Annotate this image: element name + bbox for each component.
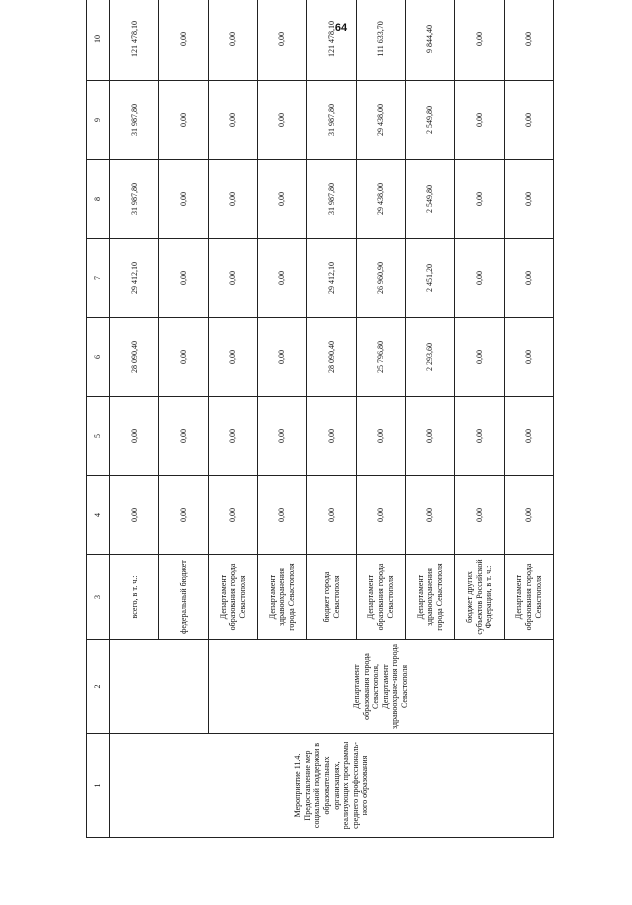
value-cell: 0,00	[110, 476, 159, 555]
funding-source-cell: Департамент здравоохранения города Севастополя	[406, 555, 455, 640]
value-cell: 111 633,70	[356, 0, 405, 81]
value-cell: 29 438,00	[356, 160, 405, 239]
funding-source-cell: Департамент образования города Севастополя	[208, 555, 257, 640]
page-number: 64	[334, 22, 348, 34]
value-cell: 31 987,80	[307, 81, 356, 160]
value-cell: 121 478,10	[307, 0, 356, 81]
value-cell: 0,00	[258, 397, 307, 476]
table-row	[208, 0, 257, 838]
value-cell: 0,00	[208, 0, 257, 81]
column-number: 3	[87, 555, 110, 640]
value-cell: 29 412,10	[110, 239, 159, 318]
value-cell: 0,00	[406, 476, 455, 555]
funding-source-cell: всего, в т. ч.:	[110, 555, 159, 640]
value-cell: 0,00	[504, 160, 553, 239]
value-cell: 0,00	[258, 0, 307, 81]
value-cell: 0,00	[504, 239, 553, 318]
value-cell: 29 412,10	[307, 239, 356, 318]
value-cell: 0,00	[504, 318, 553, 397]
value-cell: 0,00	[406, 397, 455, 476]
funding-source-cell: бюджет других субъектов Российской Федерации, в т. ч.:	[455, 555, 504, 640]
column-number: 5	[87, 397, 110, 476]
value-cell: 0,00	[208, 160, 257, 239]
funding-source-cell: Департамент здравоохранения города Севастополя	[258, 555, 307, 640]
column-number: 6	[87, 318, 110, 397]
value-cell: 0,00	[258, 81, 307, 160]
column-number: 2	[87, 640, 110, 734]
column-number: 8	[87, 160, 110, 239]
value-cell: 0,00	[208, 397, 257, 476]
column-number: 10	[87, 0, 110, 81]
value-cell: 2 549,80	[406, 160, 455, 239]
column-number: 4	[87, 476, 110, 555]
value-cell: 31 987,80	[110, 160, 159, 239]
value-cell: 0,00	[504, 397, 553, 476]
value-cell: 0,00	[455, 81, 504, 160]
value-cell: 0,00	[356, 476, 405, 555]
value-cell: 121 478,10	[110, 0, 159, 81]
value-cell: 0,00	[208, 239, 257, 318]
column-number: 7	[87, 239, 110, 318]
value-cell: 0,00	[159, 239, 208, 318]
value-cell: 0,00	[159, 318, 208, 397]
value-cell: 0,00	[455, 397, 504, 476]
value-cell: 31 987,80	[110, 81, 159, 160]
value-cell: 28 090,40	[307, 318, 356, 397]
value-cell: 0,00	[110, 397, 159, 476]
funding-source-cell: Департамент образования города Севастополя	[504, 555, 553, 640]
value-cell: 0,00	[258, 160, 307, 239]
column-number: 9	[87, 81, 110, 160]
value-cell: 0,00	[208, 476, 257, 555]
responsible-executor-cell: Департамент образования города Севастополя, Департамент здравоохране-ния города Севастополя	[208, 640, 553, 734]
value-cell: 0,00	[159, 397, 208, 476]
value-cell: 25 796,80	[356, 318, 405, 397]
value-cell: 0,00	[159, 476, 208, 555]
value-cell: 0,00	[159, 160, 208, 239]
value-cell: 0,00	[307, 397, 356, 476]
value-cell: 0,00	[504, 476, 553, 555]
value-cell: 2 549,80	[406, 81, 455, 160]
value-cell: 9 844,40	[406, 0, 455, 81]
value-cell: 0,00	[356, 397, 405, 476]
funding-source-cell: федеральный бюджет	[159, 555, 208, 640]
value-cell: 0,00	[307, 476, 356, 555]
column-number: 1	[87, 734, 110, 838]
funding-source-cell: Департамент образования города Севастополя	[356, 555, 405, 640]
value-cell: 0,00	[504, 81, 553, 160]
budget-table	[86, 0, 554, 838]
value-cell: 0,00	[455, 0, 504, 81]
value-cell: 26 960,90	[356, 239, 405, 318]
empty-responsible-cell	[110, 640, 209, 734]
value-cell: 2 293,60	[406, 318, 455, 397]
column-number-row	[87, 0, 110, 838]
value-cell: 0,00	[208, 81, 257, 160]
value-cell: 0,00	[455, 239, 504, 318]
value-cell: 0,00	[258, 239, 307, 318]
value-cell: 0,00	[504, 0, 553, 81]
value-cell: 0,00	[159, 0, 208, 81]
value-cell: 0,00	[258, 476, 307, 555]
value-cell: 28 090,40	[110, 318, 159, 397]
funding-source-cell: бюджет города Севастополя	[307, 555, 356, 640]
value-cell: 0,00	[208, 318, 257, 397]
value-cell: 2 451,20	[406, 239, 455, 318]
value-cell: 0,00	[455, 318, 504, 397]
value-cell: 0,00	[159, 81, 208, 160]
table-row	[110, 0, 159, 838]
value-cell: 0,00	[455, 160, 504, 239]
value-cell: 0,00	[258, 318, 307, 397]
event-name-cell: Мероприятие 11.4. Предоставление мер социальной поддержки в образовательных организациях, реализующих программы среднего профессиональ-ного образования	[110, 734, 554, 838]
value-cell: 0,00	[455, 476, 504, 555]
value-cell: 31 987,80	[307, 160, 356, 239]
value-cell: 29 438,00	[356, 81, 405, 160]
